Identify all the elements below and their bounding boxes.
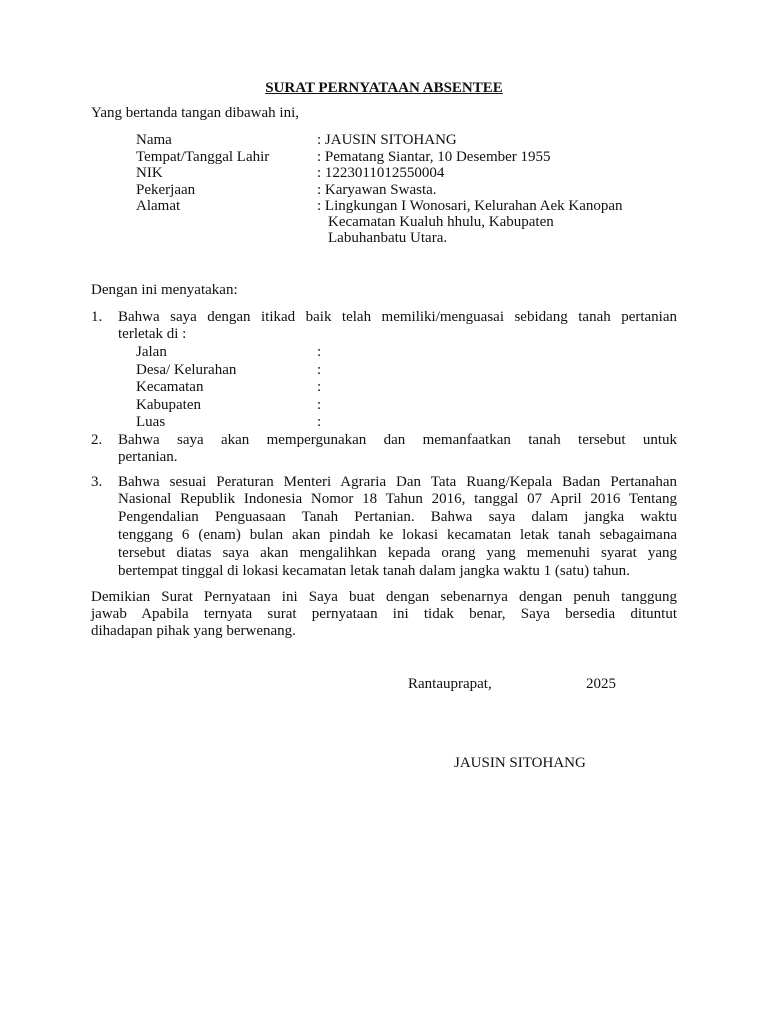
signature-place: Rantauprapat, (408, 676, 492, 692)
item-number: 1. (91, 309, 103, 325)
identity-value-text: JAUSIN SITOHANG (324, 132, 457, 148)
signature-year: 2025 (586, 676, 616, 692)
land-field-colon: : (317, 362, 322, 378)
identity-value-text: 1223011012550004 (324, 165, 445, 181)
item-line: Bahwa saya dengan itikad baik telah memiliki/menguasai sebidang tanah pertanian (118, 309, 677, 325)
address-line-3: Labuhanbatu Utara. (328, 230, 448, 246)
land-field-label: Jalan (136, 344, 167, 360)
opening-line: Yang bertanda tangan dibawah ini, (91, 105, 300, 121)
identity-value-text: Lingkungan I Wonosari, Kelurahan Aek Kanopan (324, 198, 623, 214)
item-line: bertempat tinggal di lokasi kecamatan letak tanah dalam jangka waktu 1 (satu) tahun. (118, 563, 630, 579)
item-line: Nasional Republik Indonesia Nomor 18 Tahun 2016, tanggal 07 April 2016 Tentang (118, 491, 677, 507)
item-line: terletak di : (118, 326, 187, 342)
item-line: pertanian. (118, 449, 178, 465)
land-field-colon: : (317, 397, 322, 413)
item-line: Bahwa saya akan mempergunakan dan memanfaatkan tanah tersebut untuk (118, 432, 677, 448)
statement-intro: Dengan ini menyatakan: (91, 282, 238, 298)
item-line: Bahwa sesuai Peraturan Menteri Agraria Dan Tata Ruang/Kepala Badan Pertanahan (118, 474, 677, 490)
land-field-label: Luas (136, 414, 166, 430)
land-field-label: Desa/ Kelurahan (136, 362, 237, 378)
item-line: tersebut diatas saya akan mengalihkan kepada orang yang memenuhi syarat yang (118, 545, 677, 561)
identity-value-nama: : JAUSIN SITOHANG (317, 132, 457, 148)
closing-line: jawab Apabila ternyata surat pernyataan ini tidak benar, Saya bersedia dituntut (91, 606, 677, 622)
signatory-name: JAUSIN SITOHANG (454, 755, 586, 771)
identity-value-text: Karyawan Swasta. (324, 182, 437, 198)
closing-line: Demikian Surat Pernyataan ini Saya buat dengan sebenarnya dengan penuh tanggung (91, 589, 677, 605)
land-field-label: Kecamatan (136, 379, 204, 395)
identity-label-nik: NIK (136, 165, 163, 181)
identity-label-nama: Nama (136, 132, 172, 148)
identity-value-pekerjaan: : Karyawan Swasta. (317, 182, 437, 198)
land-field-colon: : (317, 414, 322, 430)
identity-label-alamat: Alamat (136, 198, 181, 214)
land-field-colon: : (317, 344, 322, 360)
identity-value-nik: : 1223011012550004 (317, 165, 445, 181)
land-field-colon: : (317, 379, 322, 395)
identity-value-ttl: : Pematang Siantar, 10 Desember 1955 (317, 149, 551, 165)
address-line-2: Kecamatan Kualuh hhulu, Kabupaten (328, 214, 554, 230)
item-number: 2. (91, 432, 103, 448)
document-title: SURAT PERNYATAAN ABSENTEE (265, 80, 503, 96)
land-field-label: Kabupaten (136, 397, 201, 413)
item-line: Pengendalian Penguasaan Tanah Pertanian. Bahwa saya dalam jangka waktu (118, 509, 677, 525)
closing-line: dihadapan pihak yang berwenang. (91, 623, 296, 639)
identity-value-text: Pematang Siantar, 10 Desember 1955 (324, 149, 551, 165)
identity-value-alamat: : Lingkungan I Wonosari, Kelurahan Aek Kanopan (317, 198, 623, 214)
item-line: tenggang 6 (enam) bulan akan pindah ke lokasi kecamatan letak tanah sebagaimana (118, 527, 677, 543)
identity-label-pekerjaan: Pekerjaan (136, 182, 196, 198)
item-number: 3. (91, 474, 103, 490)
identity-label-ttl: Tempat/Tanggal Lahir (136, 149, 270, 165)
